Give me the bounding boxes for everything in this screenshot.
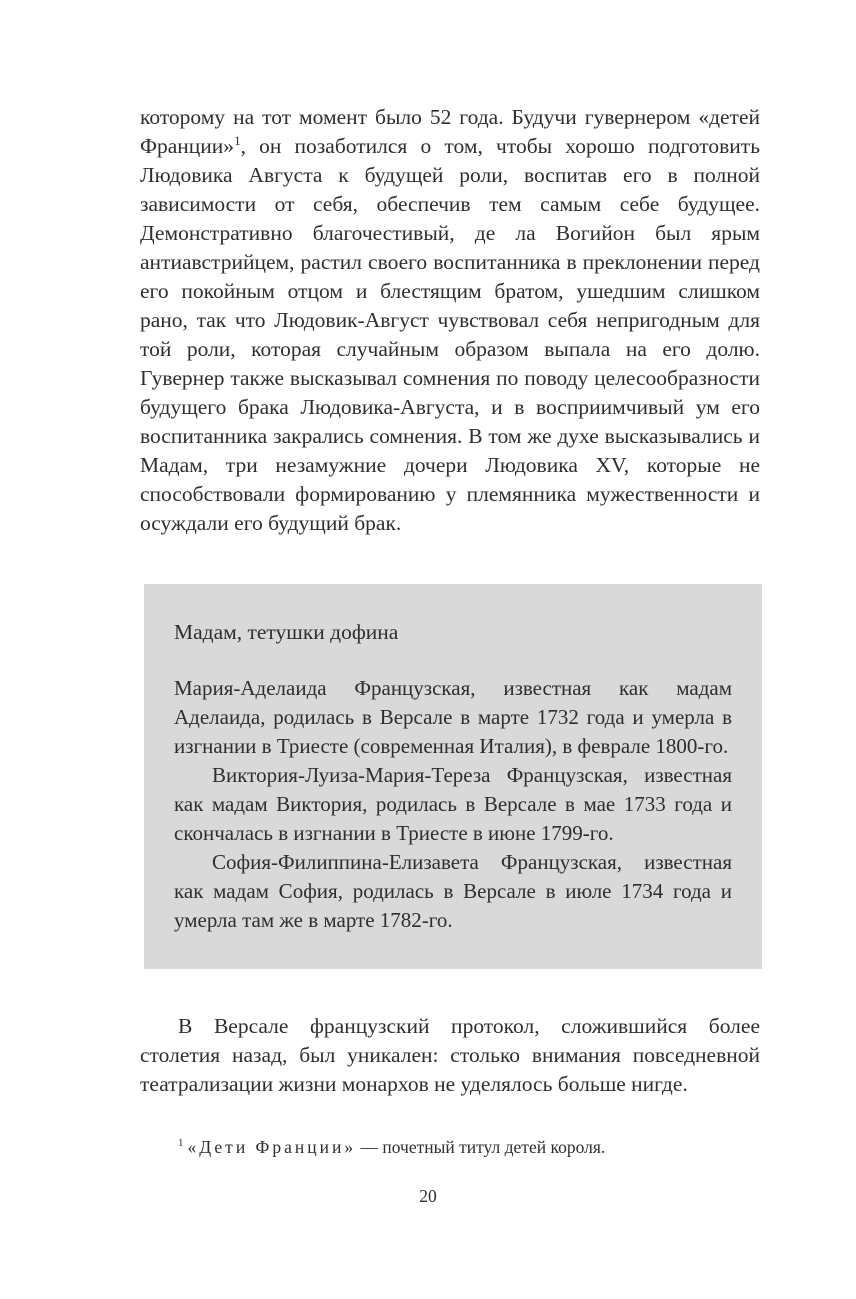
sidebar-infobox-madames xyxy=(144,584,762,969)
body-paragraph-continuation xyxy=(140,103,760,538)
page-number: 20 xyxy=(419,1186,437,1206)
infobox-title: Мадам, тетушки дофина xyxy=(174,620,399,644)
paragraph-text: , он позаботился о том, чтобы хорошо подготовить Людовика Августа к будущей роли, воспитав его в полной зависимости от себя, обеспечив тем самым себе будущее. Демонстративно благочестивый, де ла Вогийон был ярым антиавстрийцем, растил своего воспитанника в преклонении перед его покойным отцом и блестящим братом, ушедшим слишком рано, так что Людовик-Август чувствовал себя непригодным для той роли, которая случайным образом выпала на его долю. Гувернер также высказывал сомнения по поводу целесообразности будущего брака Людовика-Августа, и в восприимчивый ум его воспитанника закрались сомнения. В том же духе высказывались и Мадам, три незамужние дочери Людовика XV, которые не способствовали формированию у племянника мужественности и осуждали его будущий брак. xyxy=(140,134,760,535)
footnote-term: «Дети Франции» xyxy=(187,1136,357,1157)
infobox-paragraph: София-Филиппина-Елизавета Французская, известная как мадам София, родилась в Версале в июле 1734 года и умерла там же в марте 1782-го. xyxy=(174,850,732,932)
paragraph-text: которому на тот момент было 52 года. Будучи гувернером «детей Франции» xyxy=(140,105,760,158)
footnote xyxy=(140,1131,760,1159)
footnote-marker: 1 xyxy=(178,1137,184,1149)
footnote-text: — почетный титул детей короля. xyxy=(356,1136,606,1157)
body-paragraph: В Версале французский протокол, сложившийся более столетия назад, был уникален: столько внимания повседневной театрализации жизни монархов не уделялось больше нигде. xyxy=(140,1014,760,1096)
infobox-paragraph: Виктория-Луиза-Мария-Тереза Французская, известная как мадам Виктория, родилась в Версале в мае 1733 года и скончалась в изгнании в Триесте в июне 1799-го. xyxy=(174,763,732,845)
infobox-paragraph: Мария-Аделаида Французская, известная как мадам Аделаида, родилась в Версале в марте 1732 года и умерла в изгнании в Триесте (современная Италия), в феврале 1800-го. xyxy=(174,676,732,758)
text-block xyxy=(140,103,760,1159)
footnote-reference-marker: 1 xyxy=(234,132,241,148)
